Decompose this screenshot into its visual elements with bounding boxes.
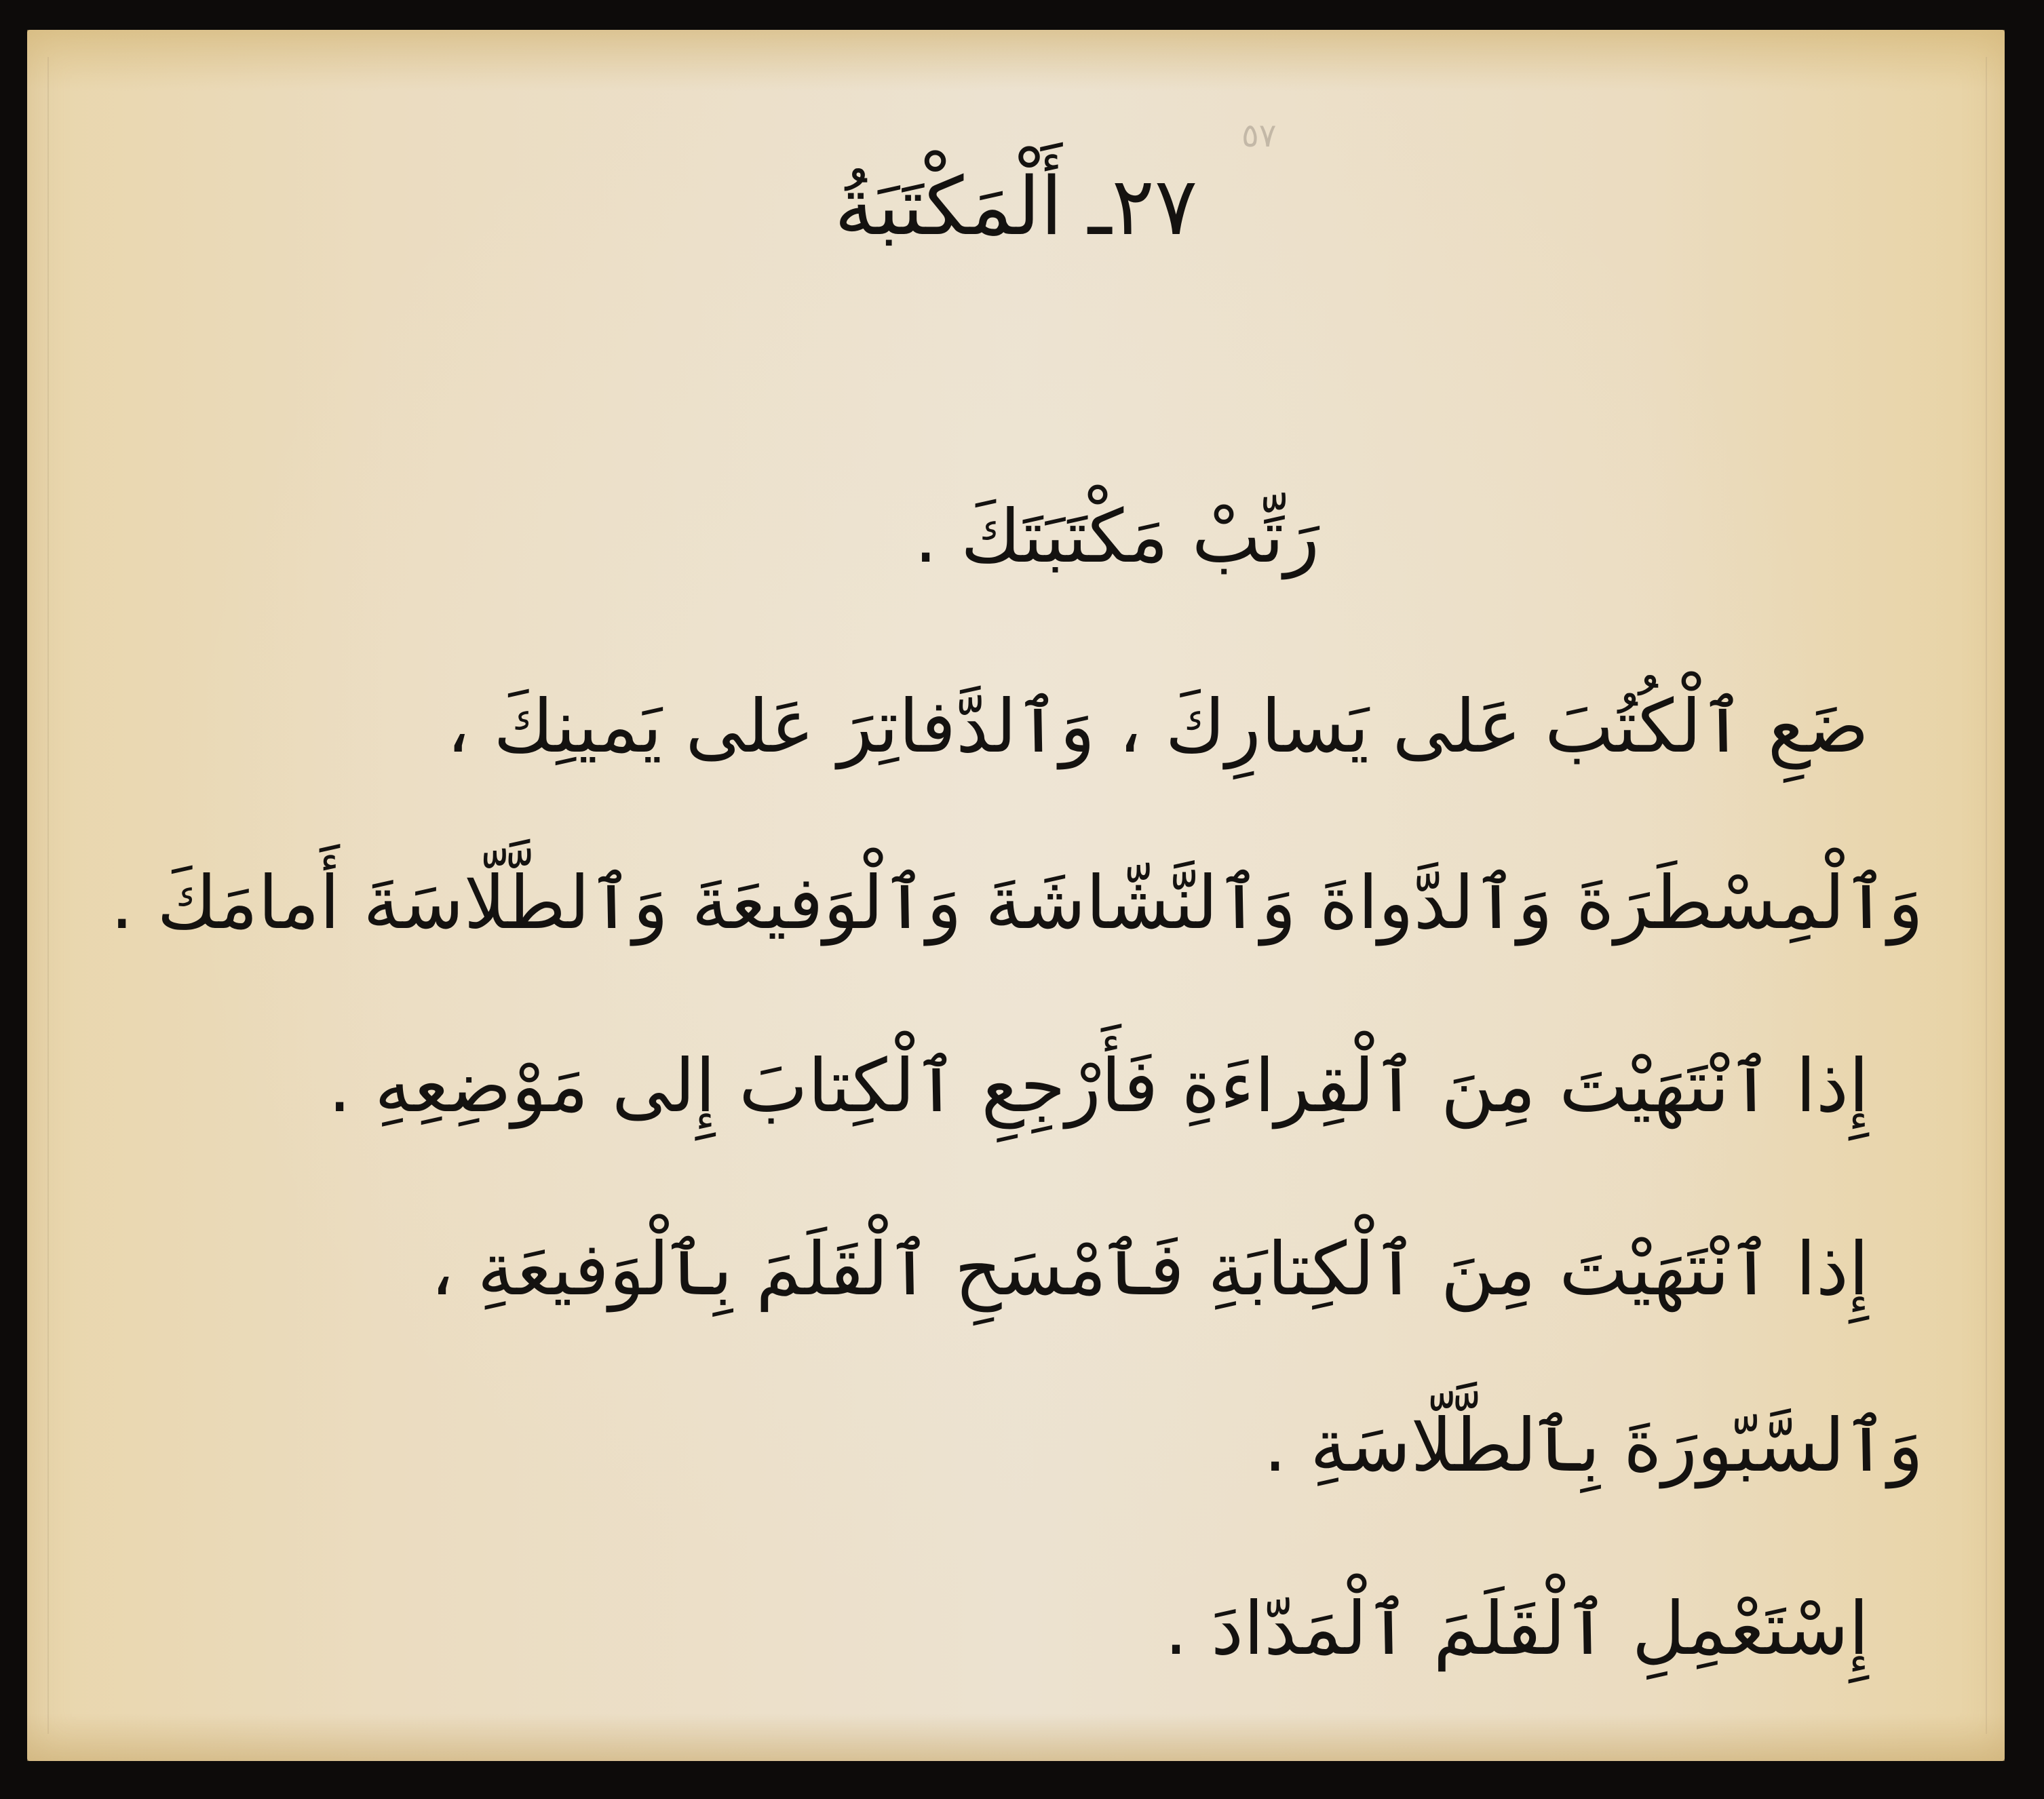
margin-rule-left: [47, 57, 49, 1734]
text-line-1: رَتِّبْ مَكْتَبَتَكَ .: [914, 495, 1319, 579]
text-line-7: إِسْتَعْمِلِ ٱلْقَلَمَ ٱلْمَدّادَ .: [1164, 1587, 1869, 1671]
pencil-page-mark: ٥٧: [1241, 117, 1277, 155]
lesson-title: ٢٧ـ أَلْمَكْتَبَةُ: [834, 159, 1198, 253]
margin-rule-right: [1986, 57, 1987, 1734]
text-line-2: ضَعِ ٱلْكُتُبَ عَلى يَسارِكَ ، وَٱلدَّفاتِرَ عَلى يَمينِكَ ،: [446, 684, 1869, 769]
handwritten-page: [27, 30, 2005, 1761]
text-line-5: إِذا ٱنْتَهَيْتَ مِنَ ٱلْكِتابَةِ فَٱمْسَحِ ٱلْقَلَمَ بِٱلْوَفيعَةِ ،: [430, 1227, 1869, 1312]
text-line-3: وَٱلْمِسْطَرَةَ وَٱلدَّواةَ وَٱلنَّشّاشَةَ وَٱلْوَفيعَةَ وَٱلطَّلّاسَةَ أَمامَكَ .: [110, 861, 1923, 946]
text-line-6: وَٱلسَّبّورَةَ بِٱلطَّلّاسَةِ .: [1263, 1404, 1923, 1488]
text-line-4: إِذا ٱنْتَهَيْتَ مِنَ ٱلْقِراءَةِ فَأَرْجِعِ ٱلْكِتابَ إِلى مَوْضِعِهِ .: [328, 1044, 1869, 1129]
